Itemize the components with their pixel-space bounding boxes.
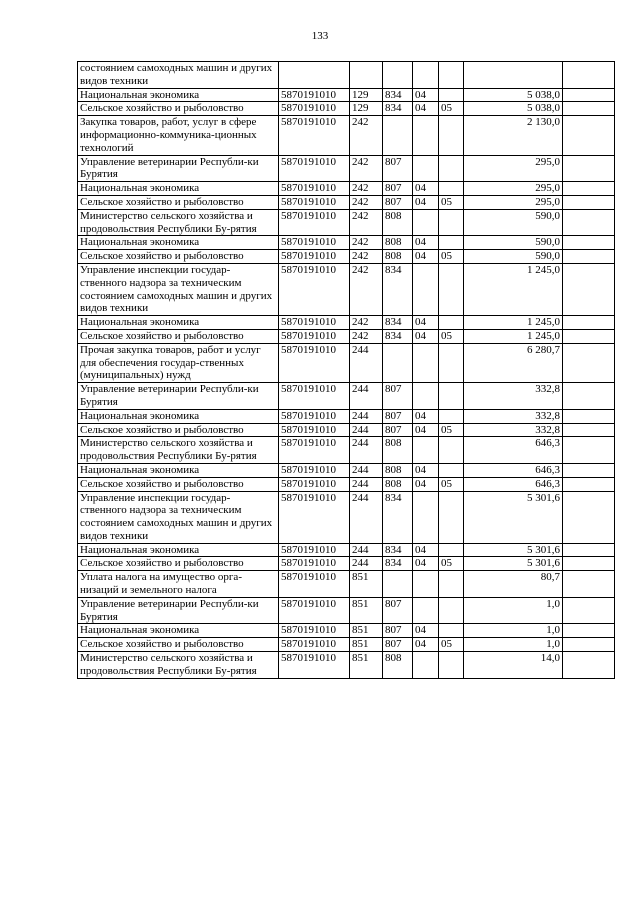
cell-extra (563, 437, 615, 464)
cell-amount: 590,0 (464, 236, 563, 250)
cell-amount: 1 245,0 (464, 263, 563, 315)
cell-extra (563, 597, 615, 624)
cell-target-article: 5870191010 (279, 116, 350, 155)
cell-admin-code (383, 343, 413, 382)
cell-section (413, 62, 439, 89)
cell-target-article: 5870191010 (279, 182, 350, 196)
cell-admin-code: 807 (383, 195, 413, 209)
table-row (78, 463, 615, 477)
table-row (78, 477, 615, 491)
table-row (78, 316, 615, 330)
cell-section: 04 (413, 316, 439, 330)
cell-admin-code: 834 (383, 88, 413, 102)
cell-subsection: 05 (439, 250, 464, 264)
cell-admin-code: 808 (383, 463, 413, 477)
cell-name: Национальная экономика (78, 182, 279, 196)
cell-subsection (439, 209, 464, 236)
cell-section (413, 343, 439, 382)
cell-extra (563, 209, 615, 236)
table-row (78, 182, 615, 196)
cell-name: Управление инспекции государ-ственного надзора за техническим состоянием самоходных машин и других видов техники (78, 491, 279, 543)
cell-name: Министерство сельского хозяйства и продовольствия Республики Бу-рятия (78, 437, 279, 464)
cell-section: 04 (413, 195, 439, 209)
cell-subsection: 05 (439, 638, 464, 652)
cell-name: Национальная экономика (78, 236, 279, 250)
cell-subsection (439, 383, 464, 410)
cell-amount: 6 280,7 (464, 343, 563, 382)
table-row (78, 597, 615, 624)
cell-extra (563, 236, 615, 250)
cell-target-article: 5870191010 (279, 316, 350, 330)
cell-target-article: 5870191010 (279, 209, 350, 236)
cell-extra (563, 652, 615, 679)
cell-target-article: 5870191010 (279, 102, 350, 116)
cell-target-article: 5870191010 (279, 463, 350, 477)
cell-target-article: 5870191010 (279, 543, 350, 557)
cell-name: Сельское хозяйство и рыболовство (78, 102, 279, 116)
cell-target-article: 5870191010 (279, 557, 350, 571)
cell-subsection (439, 543, 464, 557)
cell-extra (563, 250, 615, 264)
cell-admin-code: 808 (383, 477, 413, 491)
cell-expense-type: 242 (350, 116, 383, 155)
cell-target-article: 5870191010 (279, 236, 350, 250)
cell-target-article: 5870191010 (279, 652, 350, 679)
cell-expense-type: 244 (350, 477, 383, 491)
cell-amount: 590,0 (464, 250, 563, 264)
cell-extra (563, 155, 615, 182)
cell-target-article: 5870191010 (279, 250, 350, 264)
table-row (78, 209, 615, 236)
cell-name: Национальная экономика (78, 88, 279, 102)
cell-target-article: 5870191010 (279, 195, 350, 209)
cell-name: состоянием самоходных машин и других видов техники (78, 62, 279, 89)
cell-name: Национальная экономика (78, 624, 279, 638)
cell-extra (563, 102, 615, 116)
cell-name: Национальная экономика (78, 409, 279, 423)
cell-target-article: 5870191010 (279, 624, 350, 638)
cell-admin-code (383, 571, 413, 598)
cell-expense-type: 851 (350, 624, 383, 638)
cell-target-article: 5870191010 (279, 638, 350, 652)
cell-extra (563, 463, 615, 477)
cell-section (413, 383, 439, 410)
cell-section: 04 (413, 557, 439, 571)
table-row (78, 437, 615, 464)
cell-section (413, 571, 439, 598)
cell-subsection (439, 316, 464, 330)
cell-extra (563, 263, 615, 315)
cell-amount: 5 301,6 (464, 557, 563, 571)
cell-section (413, 597, 439, 624)
cell-admin-code: 807 (383, 624, 413, 638)
cell-name: Сельское хозяйство и рыболовство (78, 477, 279, 491)
cell-amount (464, 62, 563, 89)
cell-section: 04 (413, 329, 439, 343)
table-row (78, 423, 615, 437)
cell-admin-code: 807 (383, 597, 413, 624)
cell-name: Сельское хозяйство и рыболовство (78, 250, 279, 264)
cell-expense-type: 244 (350, 423, 383, 437)
cell-amount: 2 130,0 (464, 116, 563, 155)
cell-amount: 5 301,6 (464, 491, 563, 543)
cell-amount: 646,3 (464, 437, 563, 464)
cell-section (413, 155, 439, 182)
table-row (78, 383, 615, 410)
cell-admin-code: 807 (383, 155, 413, 182)
cell-target-article (279, 62, 350, 89)
budget-table (77, 61, 615, 679)
cell-admin-code: 834 (383, 102, 413, 116)
cell-section: 04 (413, 543, 439, 557)
cell-expense-type: 851 (350, 652, 383, 679)
cell-subsection (439, 491, 464, 543)
table-row (78, 491, 615, 543)
cell-extra (563, 571, 615, 598)
cell-amount: 1 245,0 (464, 316, 563, 330)
table-row (78, 88, 615, 102)
cell-amount: 80,7 (464, 571, 563, 598)
cell-section: 04 (413, 88, 439, 102)
cell-expense-type: 244 (350, 383, 383, 410)
cell-extra (563, 624, 615, 638)
cell-extra (563, 409, 615, 423)
cell-amount: 295,0 (464, 155, 563, 182)
cell-target-article: 5870191010 (279, 88, 350, 102)
table-row (78, 329, 615, 343)
cell-name: Сельское хозяйство и рыболовство (78, 329, 279, 343)
cell-expense-type (350, 62, 383, 89)
cell-target-article: 5870191010 (279, 597, 350, 624)
cell-expense-type: 244 (350, 343, 383, 382)
cell-amount: 1,0 (464, 624, 563, 638)
table-row (78, 195, 615, 209)
cell-subsection: 05 (439, 102, 464, 116)
cell-subsection (439, 463, 464, 477)
cell-admin-code: 808 (383, 437, 413, 464)
cell-name: Сельское хозяйство и рыболовство (78, 423, 279, 437)
cell-section (413, 209, 439, 236)
cell-admin-code: 834 (383, 316, 413, 330)
cell-subsection: 05 (439, 557, 464, 571)
cell-subsection (439, 155, 464, 182)
cell-admin-code: 834 (383, 263, 413, 315)
cell-amount: 5 301,6 (464, 543, 563, 557)
cell-section (413, 652, 439, 679)
table-row (78, 638, 615, 652)
cell-extra (563, 638, 615, 652)
cell-amount: 5 038,0 (464, 88, 563, 102)
cell-target-article: 5870191010 (279, 491, 350, 543)
cell-expense-type: 244 (350, 463, 383, 477)
table-row (78, 250, 615, 264)
cell-amount: 5 038,0 (464, 102, 563, 116)
cell-name: Национальная экономика (78, 463, 279, 477)
cell-subsection (439, 597, 464, 624)
page-number: 133 (311, 30, 329, 42)
cell-amount: 590,0 (464, 209, 563, 236)
cell-admin-code: 807 (383, 182, 413, 196)
cell-extra (563, 477, 615, 491)
cell-expense-type: 242 (350, 250, 383, 264)
cell-target-article: 5870191010 (279, 437, 350, 464)
cell-subsection (439, 409, 464, 423)
cell-extra (563, 195, 615, 209)
cell-extra (563, 343, 615, 382)
cell-expense-type: 242 (350, 182, 383, 196)
cell-expense-type: 242 (350, 209, 383, 236)
cell-amount: 332,8 (464, 383, 563, 410)
table-row (78, 263, 615, 315)
table-row (78, 155, 615, 182)
cell-subsection: 05 (439, 329, 464, 343)
cell-section: 04 (413, 463, 439, 477)
cell-name: Национальная экономика (78, 543, 279, 557)
cell-amount: 332,8 (464, 423, 563, 437)
table-row (78, 571, 615, 598)
cell-expense-type: 244 (350, 543, 383, 557)
cell-expense-type: 244 (350, 409, 383, 423)
table-row (78, 557, 615, 571)
cell-subsection: 05 (439, 423, 464, 437)
cell-section: 04 (413, 638, 439, 652)
cell-expense-type: 244 (350, 437, 383, 464)
cell-admin-code: 808 (383, 209, 413, 236)
cell-expense-type: 129 (350, 102, 383, 116)
cell-name: Сельское хозяйство и рыболовство (78, 557, 279, 571)
cell-amount: 295,0 (464, 195, 563, 209)
cell-extra (563, 329, 615, 343)
cell-amount: 1,0 (464, 597, 563, 624)
table-row (78, 236, 615, 250)
cell-amount: 646,3 (464, 477, 563, 491)
cell-section: 04 (413, 409, 439, 423)
table-row (78, 343, 615, 382)
cell-admin-code: 807 (383, 383, 413, 410)
cell-name: Управление инспекции государ-ственного надзора за техническим состоянием самоходных машин и других видов техники (78, 263, 279, 315)
cell-section: 04 (413, 477, 439, 491)
cell-extra (563, 316, 615, 330)
cell-subsection (439, 62, 464, 89)
cell-extra (563, 383, 615, 410)
cell-subsection: 05 (439, 195, 464, 209)
cell-subsection (439, 236, 464, 250)
table-row (78, 62, 615, 89)
cell-admin-code (383, 116, 413, 155)
cell-target-article: 5870191010 (279, 409, 350, 423)
cell-subsection (439, 182, 464, 196)
cell-admin-code: 808 (383, 652, 413, 679)
cell-expense-type: 851 (350, 597, 383, 624)
cell-extra (563, 182, 615, 196)
cell-expense-type: 242 (350, 329, 383, 343)
cell-target-article: 5870191010 (279, 329, 350, 343)
cell-admin-code: 807 (383, 423, 413, 437)
cell-amount: 1,0 (464, 638, 563, 652)
cell-section: 04 (413, 624, 439, 638)
cell-name: Управление ветеринарии Республи-ки Бурятия (78, 155, 279, 182)
cell-amount: 332,8 (464, 409, 563, 423)
cell-subsection (439, 437, 464, 464)
cell-name: Национальная экономика (78, 316, 279, 330)
cell-name: Управление ветеринарии Республи-ки Бурятия (78, 383, 279, 410)
cell-expense-type: 851 (350, 638, 383, 652)
cell-admin-code: 834 (383, 543, 413, 557)
cell-name: Уплата налога на имущество орга-низаций и земельного налога (78, 571, 279, 598)
cell-admin-code: 807 (383, 409, 413, 423)
cell-subsection (439, 571, 464, 598)
cell-expense-type: 242 (350, 316, 383, 330)
cell-extra (563, 116, 615, 155)
cell-section (413, 116, 439, 155)
cell-section: 04 (413, 250, 439, 264)
cell-admin-code: 834 (383, 557, 413, 571)
cell-section (413, 437, 439, 464)
cell-target-article: 5870191010 (279, 155, 350, 182)
cell-target-article: 5870191010 (279, 343, 350, 382)
cell-subsection (439, 624, 464, 638)
cell-expense-type: 242 (350, 236, 383, 250)
cell-subsection: 05 (439, 477, 464, 491)
cell-name: Прочая закупка товаров, работ и услуг для обеспечения государ-ственных (муниципальных) нужд (78, 343, 279, 382)
cell-name: Сельское хозяйство и рыболовство (78, 638, 279, 652)
cell-extra (563, 543, 615, 557)
cell-expense-type: 242 (350, 155, 383, 182)
cell-expense-type: 242 (350, 263, 383, 315)
cell-section: 04 (413, 182, 439, 196)
cell-admin-code (383, 62, 413, 89)
table-row (78, 624, 615, 638)
cell-target-article: 5870191010 (279, 263, 350, 315)
cell-name: Управление ветеринарии Республи-ки Бурятия (78, 597, 279, 624)
cell-name: Закупка товаров, работ, услуг в сфере информационно-коммуника-ционных технологий (78, 116, 279, 155)
cell-target-article: 5870191010 (279, 477, 350, 491)
cell-section (413, 263, 439, 315)
cell-admin-code: 808 (383, 250, 413, 264)
cell-section: 04 (413, 102, 439, 116)
cell-amount: 1 245,0 (464, 329, 563, 343)
table-row (78, 409, 615, 423)
cell-expense-type: 242 (350, 195, 383, 209)
cell-extra (563, 491, 615, 543)
table-row (78, 543, 615, 557)
cell-amount: 646,3 (464, 463, 563, 477)
cell-admin-code: 834 (383, 491, 413, 543)
cell-expense-type: 244 (350, 491, 383, 543)
cell-section (413, 491, 439, 543)
cell-admin-code: 808 (383, 236, 413, 250)
cell-subsection (439, 88, 464, 102)
cell-name: Министерство сельского хозяйства и продовольствия Республики Бу-рятия (78, 652, 279, 679)
cell-admin-code: 834 (383, 329, 413, 343)
cell-subsection (439, 343, 464, 382)
cell-extra (563, 423, 615, 437)
table-body (78, 62, 615, 679)
cell-expense-type: 129 (350, 88, 383, 102)
cell-subsection (439, 116, 464, 155)
cell-extra (563, 88, 615, 102)
cell-extra (563, 557, 615, 571)
cell-amount: 295,0 (464, 182, 563, 196)
cell-amount: 14,0 (464, 652, 563, 679)
cell-expense-type: 244 (350, 557, 383, 571)
cell-target-article: 5870191010 (279, 571, 350, 598)
table-row (78, 116, 615, 155)
cell-target-article: 5870191010 (279, 423, 350, 437)
table-row (78, 102, 615, 116)
cell-target-article: 5870191010 (279, 383, 350, 410)
cell-name: Министерство сельского хозяйства и продовольствия Республики Бу-рятия (78, 209, 279, 236)
cell-name: Сельское хозяйство и рыболовство (78, 195, 279, 209)
cell-extra (563, 62, 615, 89)
cell-admin-code: 807 (383, 638, 413, 652)
cell-section: 04 (413, 236, 439, 250)
cell-section: 04 (413, 423, 439, 437)
cell-expense-type: 851 (350, 571, 383, 598)
table-row (78, 652, 615, 679)
cell-subsection (439, 263, 464, 315)
cell-subsection (439, 652, 464, 679)
